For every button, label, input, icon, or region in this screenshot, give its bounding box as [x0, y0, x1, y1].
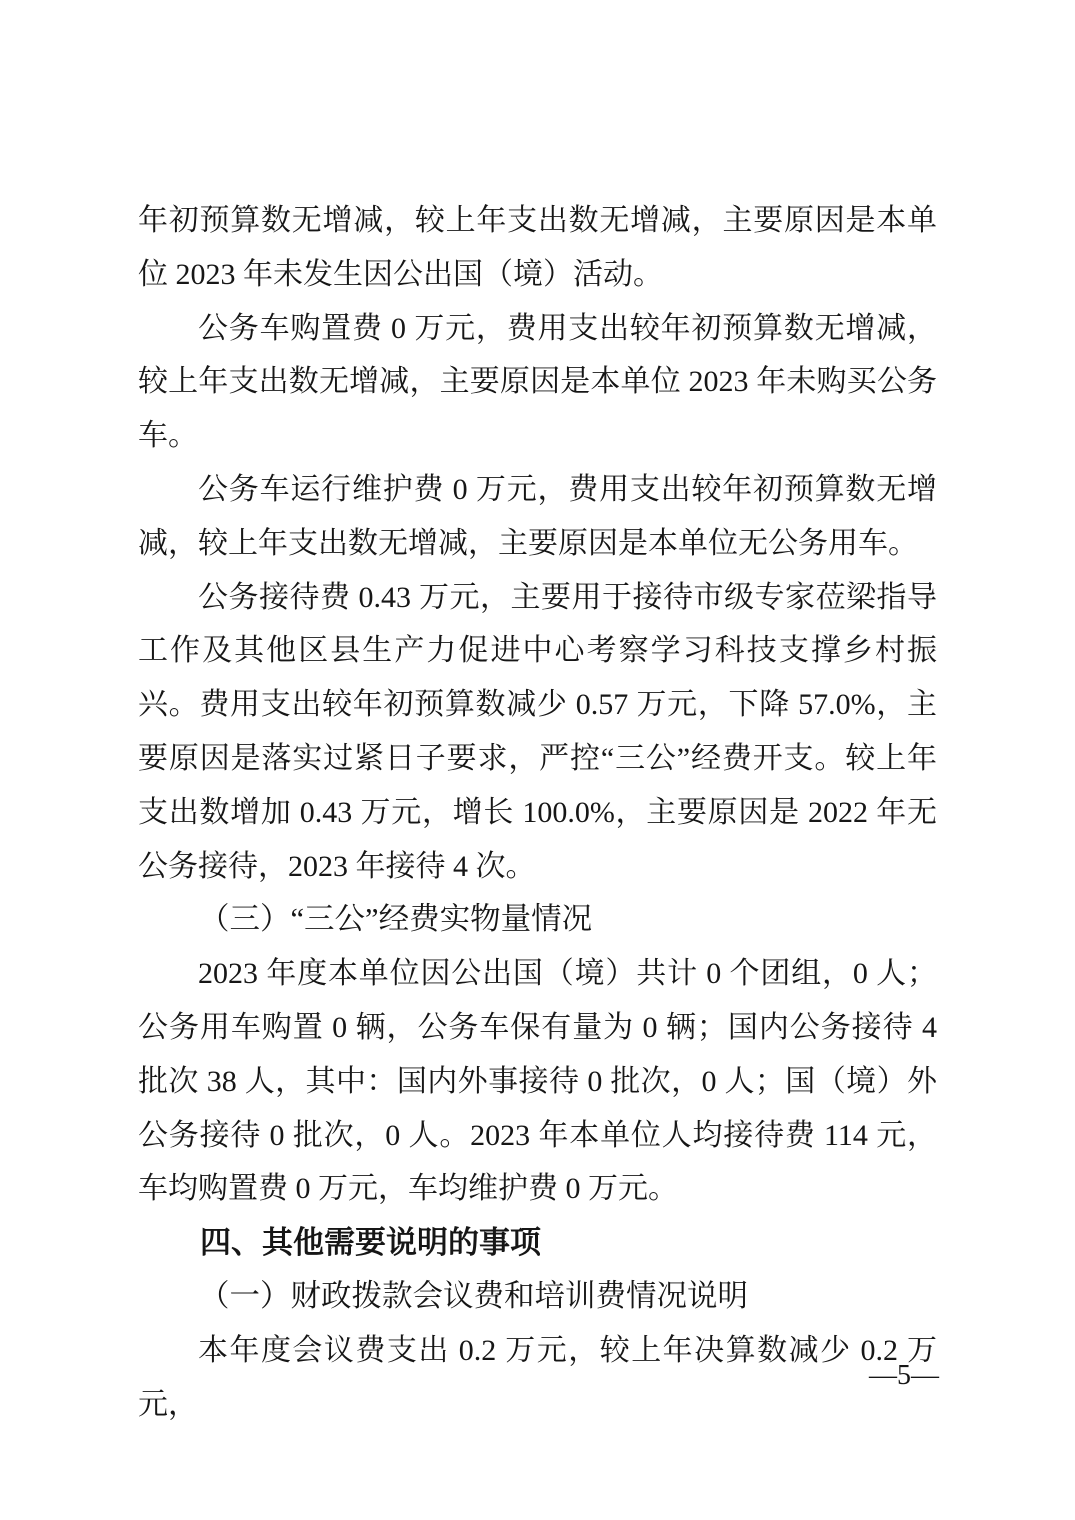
paragraph: 年初预算数无增减，较上年支出数无增减，主要原因是本单位 2023 年未发生因公出国（境）活动。 — [138, 204, 937, 291]
sub-heading: （三）“三公”经费实物量情况 — [199, 902, 593, 937]
paragraph: 公务接待费 0.43 万元，主要用于接待市级专家莅梁指导工作及其他区县生产力促进中心考察学习科技支撑乡村振兴。费用支出较年初预算数减少 0.57 万元，下降 57.0%，主要原因是落实过紧日子要求，严控“三公”经费开支。较上年支出数增加 0.43 万元，增长 100.0%，主要原因是 2022 年无公务接待，2023 年接待 4 次。 — [138, 580, 937, 883]
paragraph: 本年度会议费支出 0.2 万元，较上年决算数减少 0.2 万元， — [138, 1333, 937, 1421]
paragraph: 公务车运行维护费 0 万元，费用支出较年初预算数无增减，较上年支出数无增减，主要原因是本单位无公务用车。 — [138, 472, 937, 560]
document-body — [138, 194, 937, 1431]
section-heading: 四、其他需要说明的事项 — [200, 1225, 541, 1261]
paragraph: 2023 年度本单位因公出国（境）共计 0 个团组，0 人；公务用车购置 0 辆，公务车保有量为 0 辆；国内公务接待 4 批次 38 人，其中：国内外事接待 0 批次，0 人；国（境）外公务接待 0 批次，0 人。2023 年本单位人均接待费 114 元，车均购置费 0 万元，车均维护费 0 万元。 — [138, 957, 937, 1206]
sub-heading: （一）财政拨款会议费和培训费情况说明 — [199, 1278, 748, 1313]
page-number: —5— — [869, 1360, 939, 1391]
paragraph: 公务车购置费 0 万元，费用支出较年初预算数无增减，较上年支出数无增减，主要原因是本单位 2023 年未购买公务车。 — [138, 311, 937, 453]
